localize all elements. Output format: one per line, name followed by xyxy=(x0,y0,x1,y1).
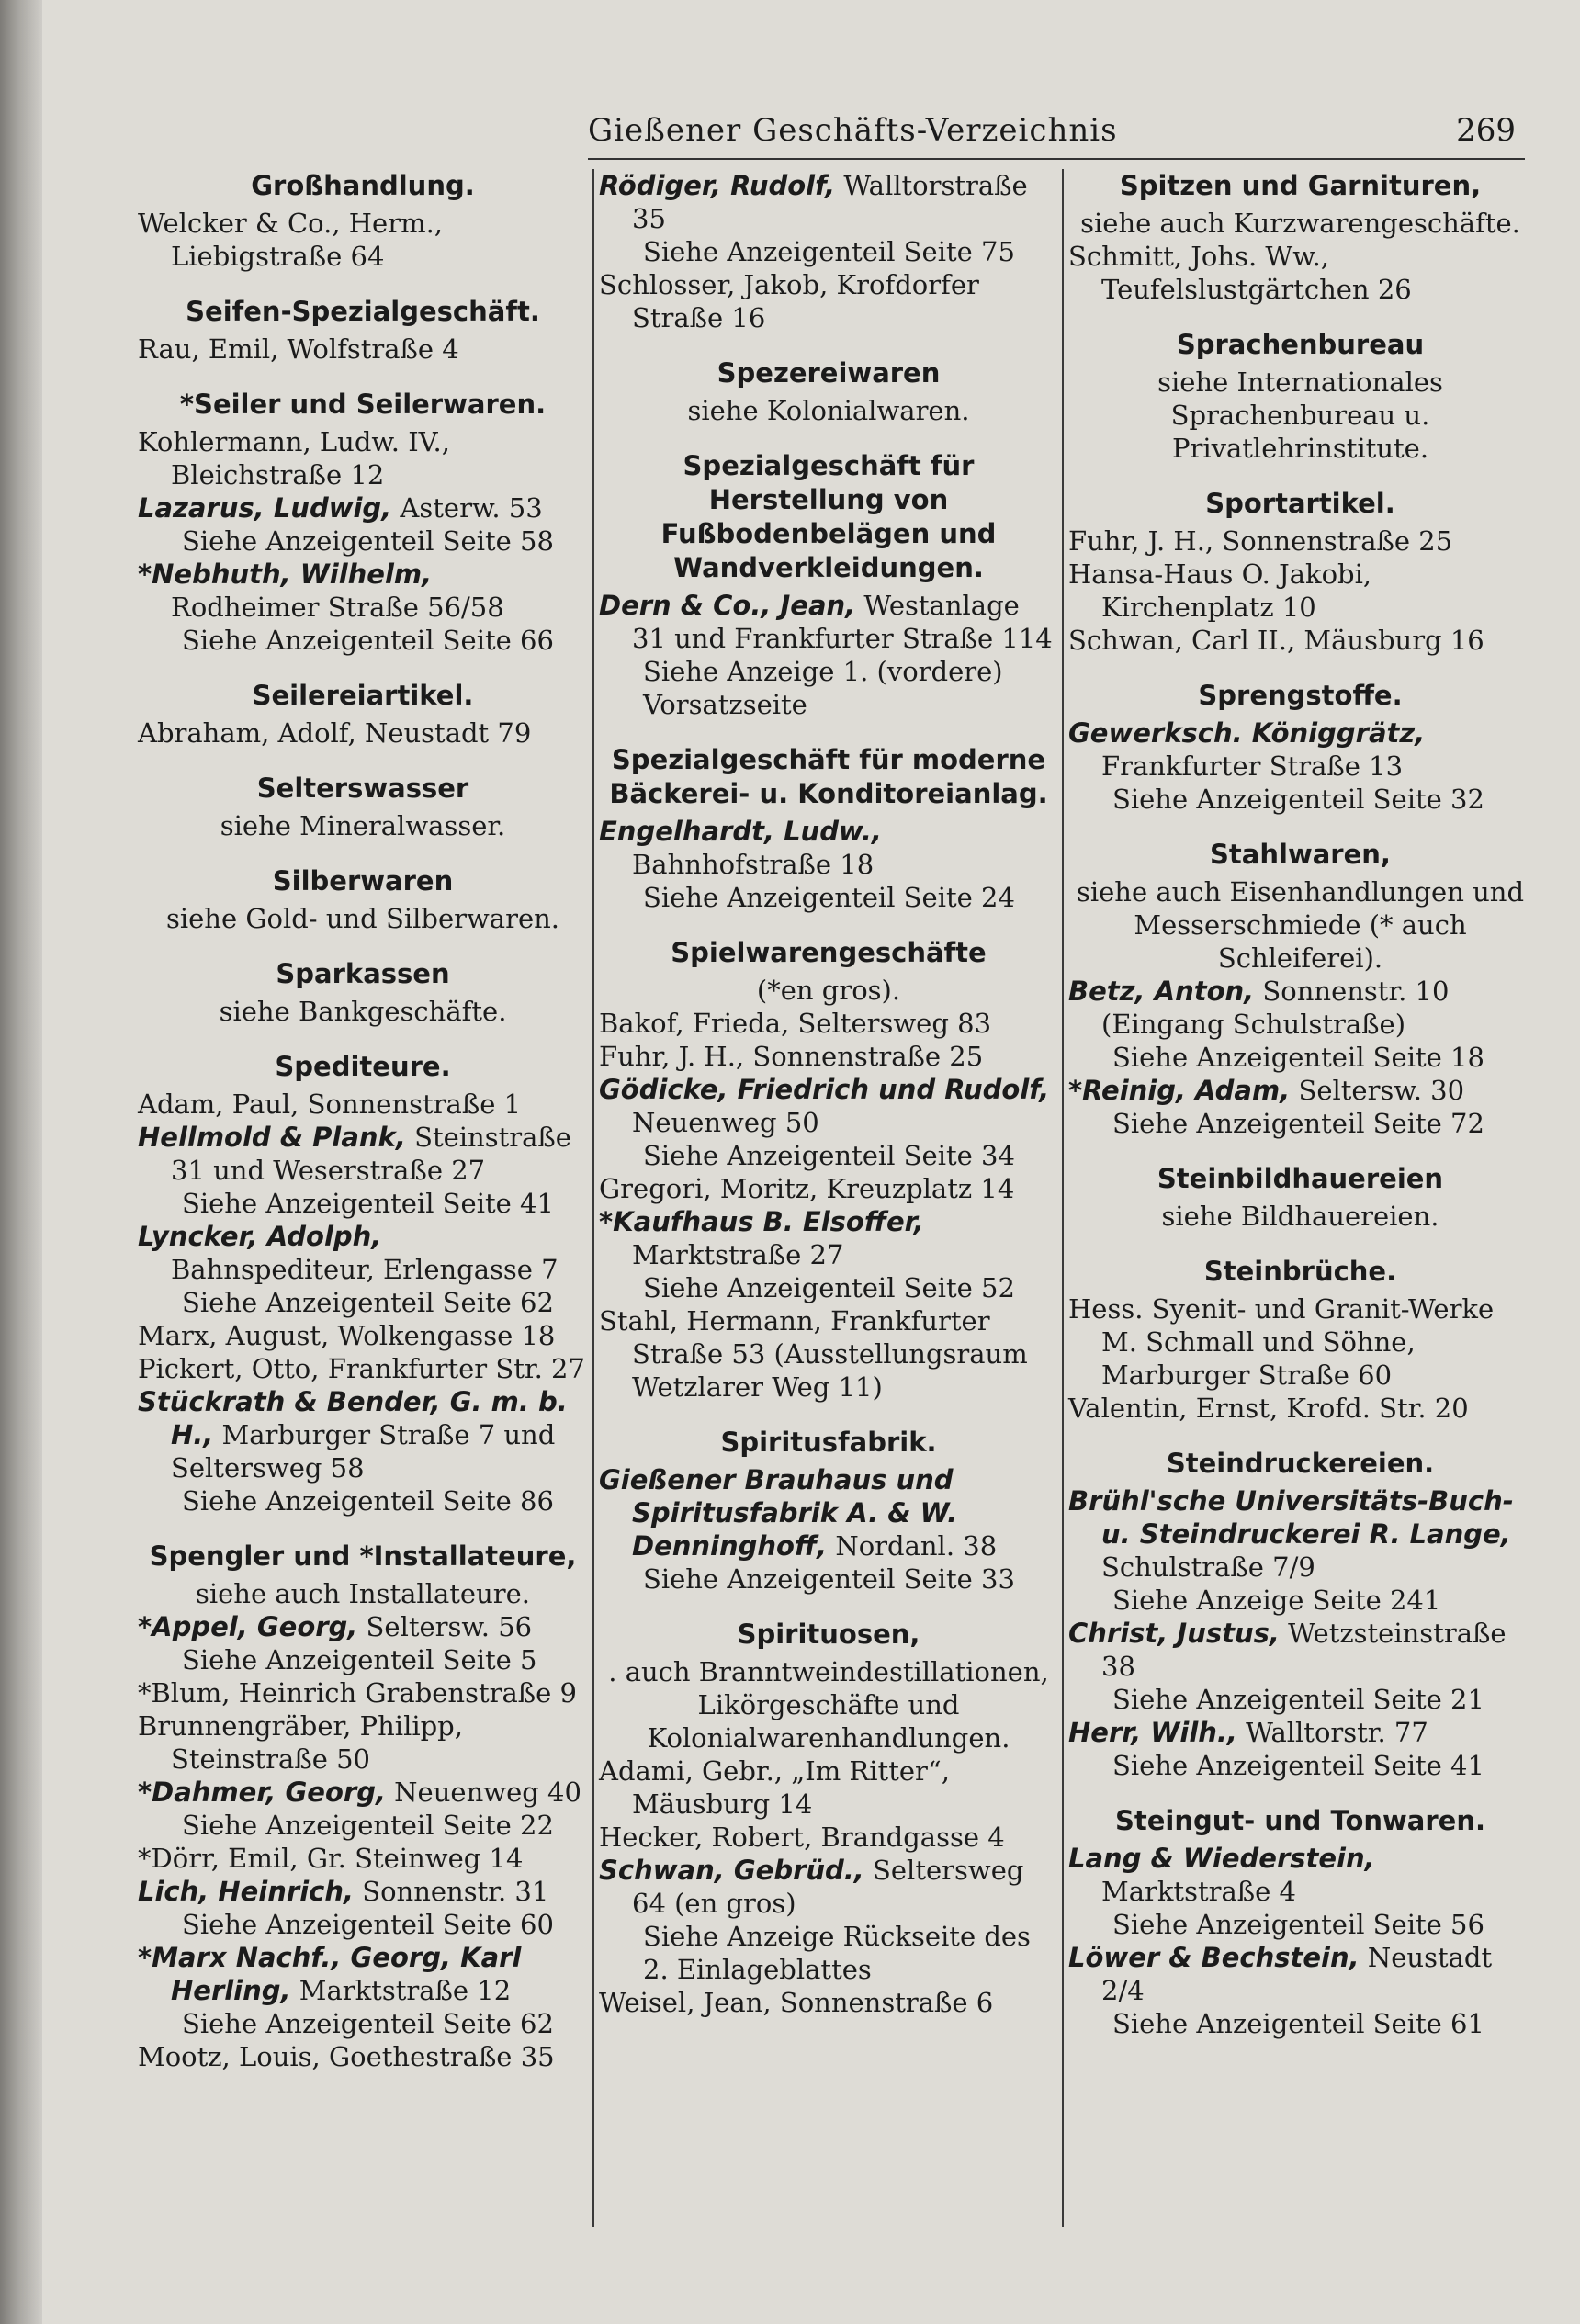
ad-reference: Siehe Anzeigenteil Seite 86 xyxy=(182,1485,554,1517)
section-heading: Spiritusfabrik. xyxy=(720,1427,937,1458)
section-heading: Spediteure. xyxy=(275,1051,451,1082)
business-name: *Marx Nachf., Georg, Karl Herling, xyxy=(138,1942,522,2006)
directory-entry xyxy=(1068,1292,1532,1392)
entry-address: *Dörr, Emil, Gr. Steinweg 14 xyxy=(138,1843,524,1874)
ad-reference: Siehe Anzeigenteil Seite 75 xyxy=(643,236,1015,267)
section-heading: Spitzen und Garnituren, xyxy=(1119,170,1482,201)
directory-section xyxy=(1068,1255,1532,1425)
entry-address: Marburger Straße 7 und Seltersweg 58 xyxy=(171,1419,556,1484)
entry-address: Welcker & Co., Herm., Liebigstraße 64 xyxy=(138,208,444,272)
directory-entry xyxy=(599,1007,1058,1040)
entry-address: Wetzsteinstraße 38 xyxy=(1101,1618,1507,1682)
business-name: Lang & Wiederstein, xyxy=(1068,1843,1375,1874)
directory-entry xyxy=(599,169,1058,235)
entry-address: Seltersweg 64 (en gros) xyxy=(632,1855,1024,1919)
section-heading: Sprachenbureau xyxy=(1176,329,1425,360)
directory-entry xyxy=(138,2040,588,2073)
column-2 xyxy=(599,169,1058,2287)
entry-address: Neustadt 2/4 xyxy=(1101,1942,1493,2006)
section-heading: Steindruckereien. xyxy=(1166,1448,1435,1479)
ad-reference: Siehe Anzeigenteil Seite 66 xyxy=(182,625,554,656)
entry-address: Marktstraße 4 xyxy=(1101,1876,1296,1907)
business-name: Dern & Co., Jean, xyxy=(599,590,856,621)
section-heading: Steinbrüche. xyxy=(1203,1256,1397,1287)
cross-reference: (*en gros). xyxy=(756,975,901,1006)
directory-entry xyxy=(1068,1842,1532,1908)
directory-section xyxy=(1068,679,1532,816)
entry-address: Hecker, Robert, Brandgasse 4 xyxy=(599,1822,1005,1853)
entry-address: Brunnengräber, Philipp, Steinstraße 50 xyxy=(138,1710,463,1775)
cross-reference: siehe auch Eisenhandlungen und Messerschmiede (* auch Schleiferei). xyxy=(1076,876,1525,974)
directory-entry xyxy=(138,491,588,525)
directory-entry xyxy=(599,1040,1058,1073)
directory-entry xyxy=(138,1776,588,1809)
section-heading: Spezialgeschäft für moderne Bäckerei- u. Konditoreianlag. xyxy=(609,744,1048,809)
business-name: Engelhardt, Ludw., xyxy=(599,816,882,847)
entry-address: Sonnenstr. 31 xyxy=(354,1876,549,1907)
directory-entry xyxy=(599,589,1058,655)
section-heading: Steinbildhauereien xyxy=(1157,1163,1444,1194)
section-heading: Spezialgeschäft für Herstellung von Fußbodenbelägen und Wandverkleidungen. xyxy=(660,450,997,583)
business-name: Betz, Anton, xyxy=(1068,976,1255,1007)
section-heading: Silberwaren xyxy=(272,865,454,897)
section-heading: Spengler und *Installateure, xyxy=(149,1540,577,1572)
directory-entry xyxy=(1068,1941,1532,2007)
column-rule xyxy=(1062,169,1064,2227)
cross-reference: siehe Gold- und Silberwaren. xyxy=(165,903,560,934)
section-heading: Spezereiwaren xyxy=(717,357,941,389)
entry-address: Fuhr, J. H., Sonnenstraße 25 xyxy=(599,1041,984,1072)
business-name: *Appel, Georg, xyxy=(138,1611,358,1642)
entry-address: *Blum, Heinrich Grabenstraße 9 xyxy=(138,1677,577,1709)
entry-address: Rodheimer Straße 56/58 xyxy=(171,592,504,623)
entry-address: Adami, Gebr., „Im Ritter“, Mäusburg 14 xyxy=(599,1755,950,1820)
directory-entry xyxy=(1068,716,1532,783)
section-heading: Seilereiartikel. xyxy=(252,680,474,711)
directory-section xyxy=(1068,328,1532,465)
cross-reference: siehe Bildhauereien. xyxy=(1161,1201,1439,1232)
ad-reference: Siehe Anzeigenteil Seite 32 xyxy=(1112,784,1484,815)
directory-section xyxy=(599,1426,1058,1596)
entry-address: Nordanl. 38 xyxy=(827,1530,998,1562)
entry-address: Schulstraße 7/9 xyxy=(1101,1551,1315,1583)
ad-reference: Siehe Anzeigenteil Seite 72 xyxy=(1112,1108,1484,1139)
directory-section xyxy=(138,1540,588,2073)
ad-reference: Siehe Anzeigenteil Seite 21 xyxy=(1112,1684,1484,1715)
section-heading: Seifen-Spezialgeschäft. xyxy=(186,296,540,327)
entry-address: Rau, Emil, Wolfstraße 4 xyxy=(138,333,459,365)
directory-entry xyxy=(138,207,588,273)
directory-entry xyxy=(138,1875,588,1908)
directory-section xyxy=(1068,169,1532,306)
directory-entry xyxy=(138,1352,588,1385)
ad-reference: Siehe Anzeigenteil Seite 61 xyxy=(1112,2008,1484,2039)
ad-reference: Siehe Anzeigenteil Seite 34 xyxy=(643,1140,1015,1171)
directory-entry xyxy=(1068,1716,1532,1749)
page-header xyxy=(588,108,1525,160)
directory-entry xyxy=(599,268,1058,334)
business-name: Gödicke, Friedrich und Rudolf, xyxy=(599,1074,1050,1105)
running-title: Gießener Geschäfts-Verzeichnis xyxy=(588,112,1118,149)
directory-entry xyxy=(599,1986,1058,2019)
directory-section xyxy=(138,295,588,366)
section-heading: Sportartikel. xyxy=(1205,488,1395,519)
directory-entry xyxy=(599,815,1058,881)
directory-section xyxy=(1068,487,1532,657)
cross-reference: siehe Mineralwasser. xyxy=(220,810,506,841)
directory-entry xyxy=(138,1220,588,1286)
directory-entry xyxy=(1068,975,1532,1041)
directory-section xyxy=(138,772,588,842)
ad-reference: Siehe Anzeigenteil Seite 33 xyxy=(643,1563,1015,1595)
directory-entry xyxy=(1068,525,1532,558)
directory-entry xyxy=(1068,1617,1532,1683)
page-number: 269 xyxy=(1456,112,1516,149)
entry-address: Adam, Paul, Sonnenstraße 1 xyxy=(138,1089,522,1120)
directory-section xyxy=(599,936,1058,1404)
directory-entry xyxy=(138,558,588,624)
section-heading: Spirituosen, xyxy=(737,1619,920,1650)
ad-reference: Siehe Anzeigenteil Seite 62 xyxy=(182,1287,554,1318)
cross-reference: siehe Kolonialwaren. xyxy=(687,395,970,426)
directory-entry xyxy=(138,1610,588,1643)
ad-reference: Siehe Anzeigenteil Seite 24 xyxy=(643,882,1015,913)
entry-address: Fuhr, J. H., Sonnenstraße 25 xyxy=(1068,525,1453,557)
directory-entry xyxy=(138,1121,588,1187)
entry-address: Seltersw. 56 xyxy=(357,1611,533,1642)
business-name: Lazarus, Ludwig, xyxy=(138,492,392,524)
directory-entry xyxy=(599,1073,1058,1139)
entry-address: Hess. Syenit- und Granit-Werke M. Schmall und Söhne, Marburger Straße 60 xyxy=(1068,1293,1495,1391)
directory-entry xyxy=(138,1385,588,1484)
section-heading: Großhandlung. xyxy=(251,170,475,201)
column-3 xyxy=(1068,169,1532,2287)
entry-address: Walltorstr. 77 xyxy=(1236,1717,1428,1748)
ad-reference: Siehe Anzeige 1. (vordere) Vorsatzseite xyxy=(643,656,1003,720)
entry-address: Mootz, Louis, Goethestraße 35 xyxy=(138,2041,555,2072)
entry-address: Valentin, Ernst, Krofd. Str. 20 xyxy=(1068,1393,1469,1424)
entry-address: Kohlermann, Ludw. IV., Bleichstraße 12 xyxy=(138,426,450,491)
entry-address: Marx, August, Wolkengasse 18 xyxy=(138,1320,556,1351)
directory-section xyxy=(599,169,1058,334)
directory-entry xyxy=(1068,1484,1532,1584)
business-name: Schwan, Gebrüd., xyxy=(599,1855,864,1886)
entry-address: Marktstraße 12 xyxy=(290,1975,512,2006)
directory-entry xyxy=(599,1205,1058,1271)
entry-address: Schwan, Carl II., Mäusburg 16 xyxy=(1068,625,1484,656)
entry-address: Asterw. 53 xyxy=(391,492,543,524)
ad-reference: Siehe Anzeigenteil Seite 60 xyxy=(182,1909,554,1940)
directory-section xyxy=(138,169,588,273)
directory-section xyxy=(599,356,1058,427)
ad-reference: Siehe Anzeigenteil Seite 56 xyxy=(1112,1909,1484,1940)
directory-section xyxy=(138,864,588,935)
directory-entry xyxy=(599,1463,1058,1562)
ad-reference: Siehe Anzeigenteil Seite 41 xyxy=(1112,1750,1484,1781)
directory-section xyxy=(138,388,588,657)
directory-entry xyxy=(599,1304,1058,1404)
cross-reference: . auch Branntweindestillationen, Likörgeschäfte und Kolonialwarenhandlungen. xyxy=(608,1656,1049,1754)
business-name: Lich, Heinrich, xyxy=(138,1876,354,1907)
business-name: *Nebhuth, Wilhelm, xyxy=(138,558,433,590)
entry-address: Marktstraße 27 xyxy=(632,1239,844,1270)
business-name: *Kaufhaus B. Elsoffer, xyxy=(599,1206,924,1237)
ad-reference: Siehe Anzeigenteil Seite 5 xyxy=(182,1644,537,1675)
directory-section xyxy=(1068,1162,1532,1233)
business-name: Herr, Wilh., xyxy=(1068,1717,1237,1748)
entry-address: Stahl, Hermann, Frankfurter Straße 53 (Ausstellungsraum Wetzlarer Weg 11) xyxy=(599,1305,1028,1403)
ad-reference: Siehe Anzeige Rückseite des 2. Einlageblattes xyxy=(643,1921,1031,1985)
directory-section xyxy=(1068,1447,1532,1782)
entry-address: Neuenweg 50 xyxy=(632,1107,819,1138)
entry-address: Schlosser, Jakob, Krofdorfer Straße 16 xyxy=(599,269,979,333)
directory-entry xyxy=(1068,558,1532,624)
entry-address: Neuenweg 40 xyxy=(385,1777,581,1808)
directory-entry xyxy=(138,1676,588,1709)
section-heading: Spielwarengeschäfte xyxy=(671,937,987,968)
business-name: *Reinig, Adam, xyxy=(1068,1075,1291,1106)
business-name: Hellmold & Plank, xyxy=(138,1122,406,1153)
section-heading: Sprengstoffe. xyxy=(1198,680,1403,711)
entry-address: Frankfurter Straße 13 xyxy=(1101,750,1404,782)
entry-address: Sonnenstr. 10 (Eingang Schulstraße) xyxy=(1101,976,1450,1040)
directory-entry xyxy=(138,716,588,750)
business-name: Stückrath & Bender, G. m. b. H., xyxy=(138,1386,568,1450)
section-heading: Selterswasser xyxy=(256,773,469,804)
entry-address: Bakof, Frieda, Seltersweg 83 xyxy=(599,1008,992,1039)
directory-section xyxy=(138,1050,588,1517)
directory-entry xyxy=(1068,1074,1532,1107)
directory-entry xyxy=(138,425,588,491)
directory-entry xyxy=(599,1821,1058,1854)
book-spine-shadow xyxy=(0,0,42,2324)
directory-section xyxy=(1068,1804,1532,2040)
entry-address: Walltorstraße 35 xyxy=(632,170,1028,234)
entry-address: Pickert, Otto, Frankfurter Str. 27 xyxy=(138,1353,585,1384)
directory-entry xyxy=(599,1172,1058,1205)
cross-reference: siehe Bankgeschäfte. xyxy=(219,996,507,1027)
entry-address: Bahnspediteur, Erlengasse 7 xyxy=(171,1254,559,1285)
directory-entry xyxy=(138,1319,588,1352)
section-heading: Stahlwaren, xyxy=(1210,839,1391,870)
business-name: Löwer & Bechstein, xyxy=(1068,1942,1360,1973)
section-heading: *Seiler und Seilerwaren. xyxy=(179,389,547,420)
business-name: Rödiger, Rudolf, xyxy=(599,170,836,201)
cross-reference: siehe auch Kurzwarengeschäfte. xyxy=(1080,208,1520,239)
directory-entry xyxy=(599,1854,1058,1920)
entry-address: Schmitt, Johs. Ww., Teufelslustgärtchen 26 xyxy=(1068,241,1412,305)
directory-section xyxy=(1068,838,1532,1140)
entry-address: Steinstraße 31 und Weserstraße 27 xyxy=(171,1122,571,1186)
directory-section xyxy=(599,1618,1058,2019)
ad-reference: Siehe Anzeige Seite 241 xyxy=(1112,1585,1441,1616)
entry-address: Abraham, Adolf, Neustadt 79 xyxy=(138,717,532,749)
business-name: Gewerksch. Königgrätz, xyxy=(1068,717,1426,749)
entry-address: Gregori, Moritz, Kreuzplatz 14 xyxy=(599,1173,1015,1204)
entry-address: Weisel, Jean, Sonnenstraße 6 xyxy=(599,1987,994,2018)
section-heading: Sparkassen xyxy=(276,958,450,989)
ad-reference: Siehe Anzeigenteil Seite 58 xyxy=(182,525,554,557)
directory-section xyxy=(138,957,588,1028)
ad-reference: Siehe Anzeigenteil Seite 41 xyxy=(182,1188,554,1219)
directory-entry xyxy=(1068,624,1532,657)
business-name: *Dahmer, Georg, xyxy=(138,1777,386,1808)
directory-section xyxy=(138,679,588,750)
column-1 xyxy=(138,169,588,2287)
directory-entry xyxy=(1068,1392,1532,1425)
entry-address: Westanlage 31 und Frankfurter Straße 114 xyxy=(632,590,1053,654)
cross-reference: siehe Internationales Sprachenbureau u. Privatlehrinstitute. xyxy=(1157,367,1443,464)
ad-reference: Siehe Anzeigenteil Seite 62 xyxy=(182,2008,554,2039)
cross-reference: siehe auch Installateure. xyxy=(195,1578,530,1609)
directory-entry xyxy=(138,1088,588,1121)
directory-entry xyxy=(138,1941,588,2007)
directory-entry xyxy=(1068,240,1532,306)
entry-address: Seltersw. 30 xyxy=(1290,1075,1465,1106)
directory-section xyxy=(599,449,1058,721)
section-heading: Steingut- und Tonwaren. xyxy=(1114,1805,1486,1836)
entry-address: Hansa-Haus O. Jakobi, Kirchenplatz 10 xyxy=(1068,558,1372,623)
entry-address: Bahnhofstraße 18 xyxy=(632,849,875,880)
business-name: Gießener Brauhaus und Spiritusfabrik A. & W. Denninghoff, xyxy=(599,1464,958,1562)
directory-entry xyxy=(599,1754,1058,1821)
business-name: Brühl'sche Universitäts-Buch- u. Steindruckerei R. Lange, xyxy=(1068,1485,1514,1550)
directory-entry xyxy=(138,1709,588,1776)
column-rule xyxy=(592,169,594,2227)
directory-entry xyxy=(138,1842,588,1875)
ad-reference: Siehe Anzeigenteil Seite 52 xyxy=(643,1272,1015,1303)
directory-section xyxy=(599,743,1058,914)
directory-entry xyxy=(138,333,588,366)
business-name: Lyncker, Adolph, xyxy=(138,1221,382,1252)
business-name: Christ, Justus, xyxy=(1068,1618,1280,1649)
ad-reference: Siehe Anzeigenteil Seite 18 xyxy=(1112,1042,1484,1073)
ad-reference: Siehe Anzeigenteil Seite 22 xyxy=(182,1810,554,1841)
